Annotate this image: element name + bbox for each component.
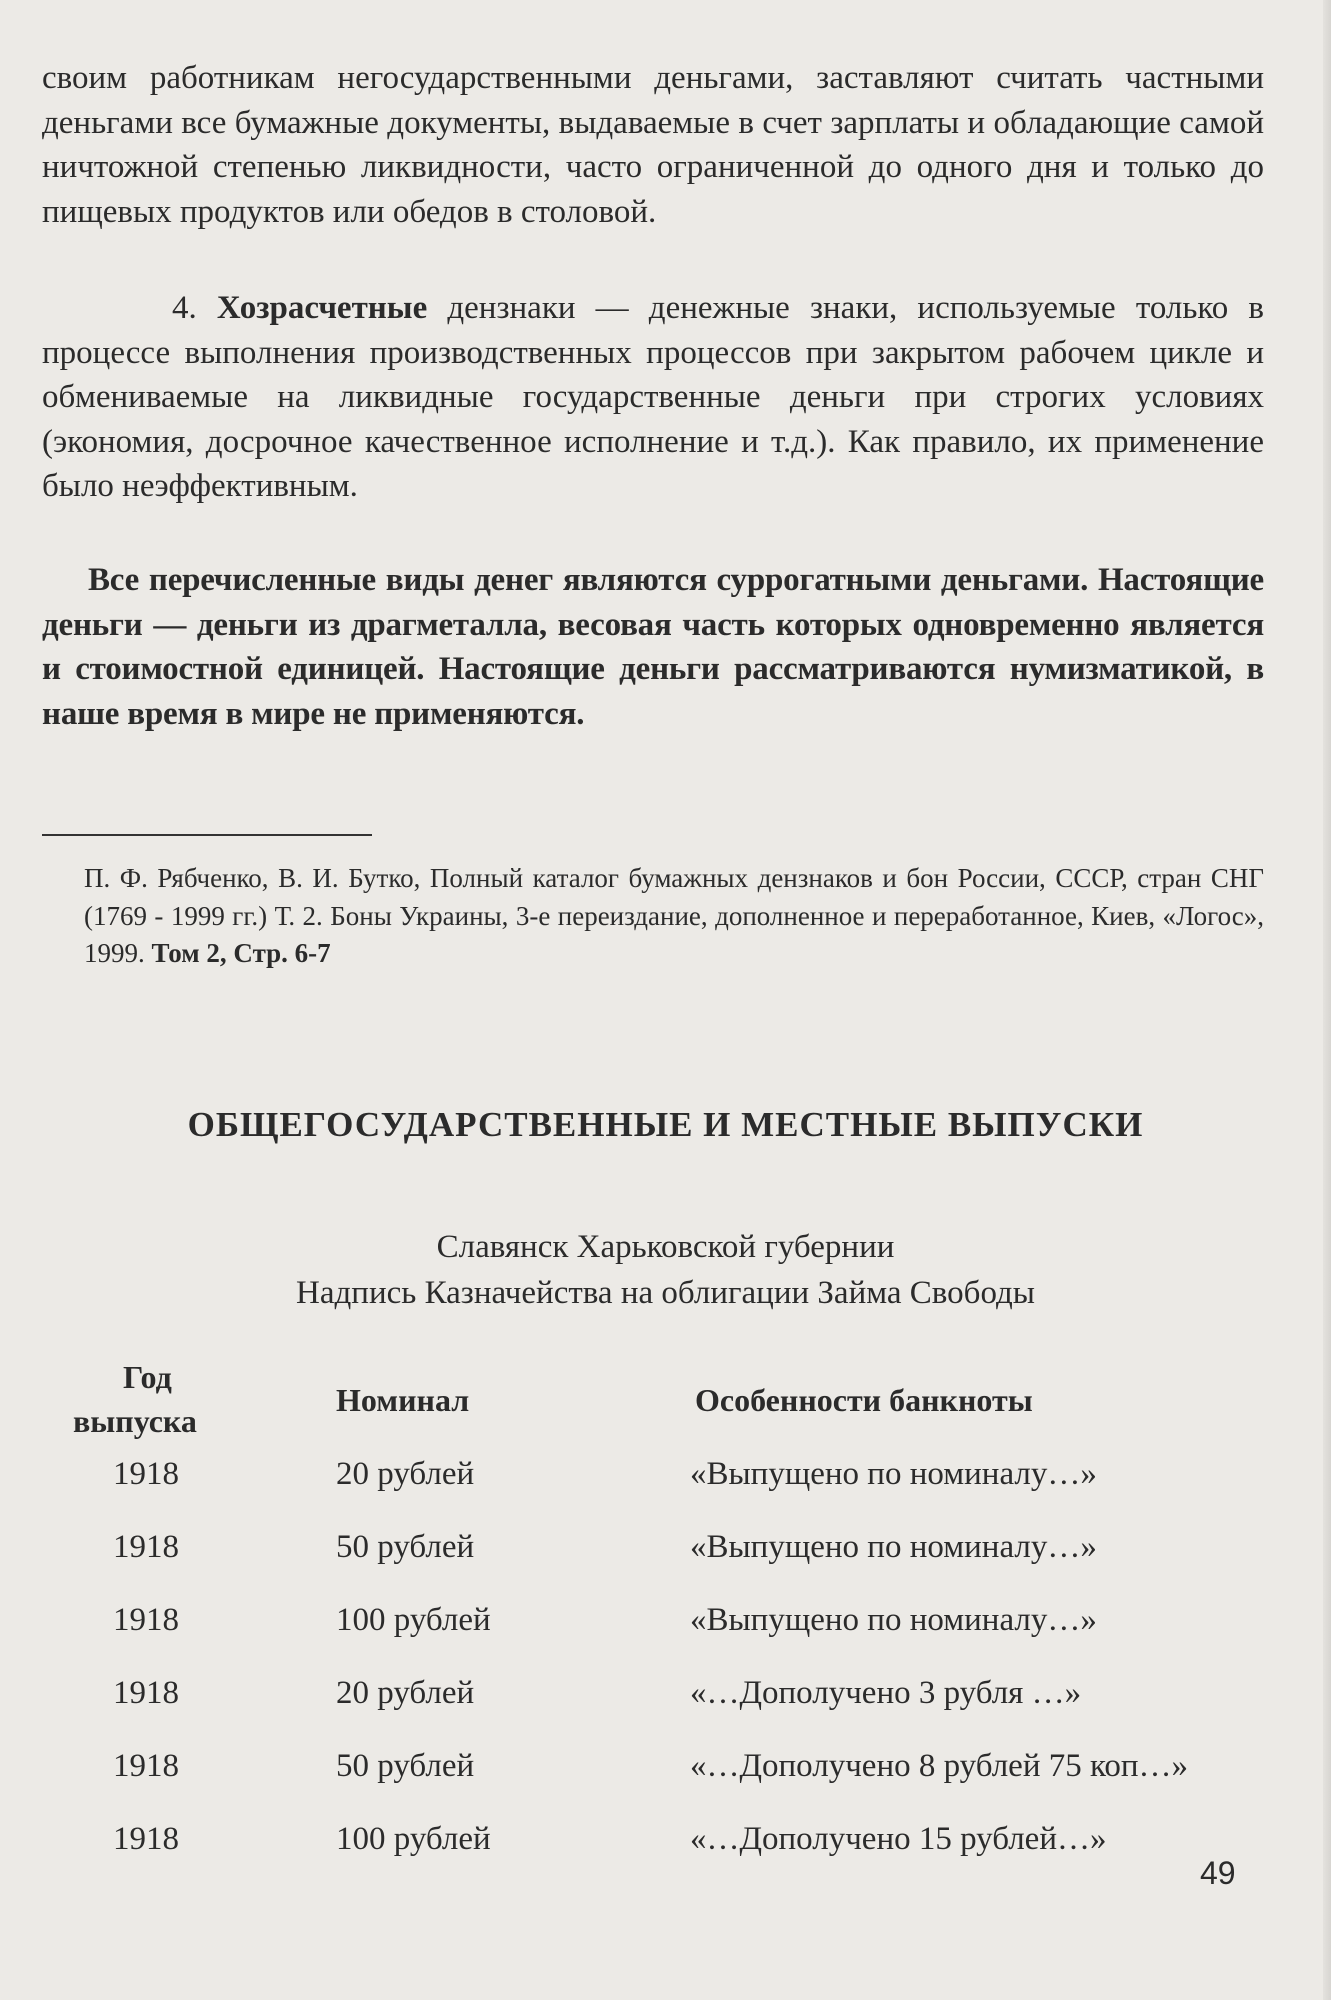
page-edge: [1323, 0, 1331, 2000]
table-header-features: Особенности банкноты: [695, 1382, 1033, 1418]
table-row: [0, 1602, 1331, 1652]
citation-text: П. Ф. Рябченко, В. И. Бутко, Полный каталог бумажных дензнаков и бон России, СССР, стран СНГ (1769 - 1999 гг.) Т. 2. Боны Украины, 3-е переиздание, дополненное и переработанное, Киев, «Логос», 1999.: [84, 863, 1264, 968]
subheading-location: Славянск Харьковской губернии: [436, 1229, 895, 1265]
cell-year: 1918: [113, 1602, 179, 1638]
cell-nominal: 100 рублей: [336, 1602, 491, 1638]
paragraph-self-financing-notes: [42, 286, 1264, 509]
summary-text: Все перечисленные виды денег являются суррогатными деньгами. Настоящие деньги — деньги из драгметалла, весовая часть которых одновременно является и стоимостной единицей. Настоящие деньги рассматриваются нумизматикой, в наше время в мире не применяются.: [42, 562, 1264, 732]
table-header-nominal: Номинал: [336, 1382, 470, 1418]
subheading-inscription: Надпись Казначейства на облигации Займа Свободы: [296, 1275, 1035, 1311]
paragraph-summary-bold: [42, 558, 1264, 736]
reference-citation: [84, 860, 1264, 973]
cell-nominal: 20 рублей: [336, 1456, 475, 1492]
cell-year: 1918: [113, 1821, 179, 1857]
table-row: [0, 1456, 1331, 1506]
cell-year: 1918: [113, 1675, 179, 1711]
table-header-year-line2: выпуска: [73, 1403, 197, 1439]
cell-nominal: 100 рублей: [336, 1821, 491, 1857]
paragraph-text: дензнаки — денежные знаки, используемые только в процессе выполнения производственных процессов при закрытом рабочем цикле и обмениваемые на ликвидные государственные деньги при строгих условиях (экономия, досрочное качественное исполнение и т.д.). Как правило, их применение было неэффективным.: [42, 290, 1265, 504]
cell-features: «Выпущено по номиналу…»: [690, 1529, 1097, 1565]
paragraph-continuation: своим работникам негосударственными деньгами, заставляют считать частными деньгами все бумажные документы, выдаваемые в счет зарплаты и обладающие самой ничтожной степенью ликвидности, часто ограниченной до одного дня и только до пищевых продуктов или обедов в столовой.: [42, 60, 1264, 230]
table-row: [0, 1675, 1331, 1725]
table-header-year-line1: Год: [123, 1359, 172, 1395]
cell-features: «Выпущено по номиналу…»: [690, 1602, 1097, 1638]
cell-nominal: 50 рублей: [336, 1529, 475, 1565]
cell-features: «…Дополучено 3 рубля …»: [690, 1675, 1082, 1711]
cell-features: «…Дополучено 8 рублей 75 коп…»: [690, 1748, 1188, 1784]
cell-year: 1918: [113, 1456, 179, 1492]
cell-year: 1918: [113, 1529, 179, 1565]
page-number: 49: [1200, 1855, 1236, 1891]
citation-pages: Том 2, Стр. 6-7: [151, 938, 331, 968]
cell-year: 1918: [113, 1748, 179, 1784]
table-row: [0, 1748, 1331, 1798]
section-heading: ОБЩЕГОСУДАРСТВЕННЫЕ И МЕСТНЫЕ ВЫПУСКИ: [187, 1105, 1144, 1144]
table-row: [0, 1821, 1331, 1871]
cell-features: «…Дополучено 15 рублей…»: [690, 1821, 1107, 1857]
cell-nominal: 50 рублей: [336, 1748, 475, 1784]
paragraph-number: 4.: [172, 290, 197, 326]
table-row: [0, 1529, 1331, 1579]
cell-features: «Выпущено по номиналу…»: [690, 1456, 1097, 1492]
term-self-financing: Хозрасчетные: [216, 290, 428, 326]
cell-nominal: 20 рублей: [336, 1675, 475, 1711]
footnote-divider: [42, 834, 372, 836]
table-header-year: [73, 1355, 243, 1443]
